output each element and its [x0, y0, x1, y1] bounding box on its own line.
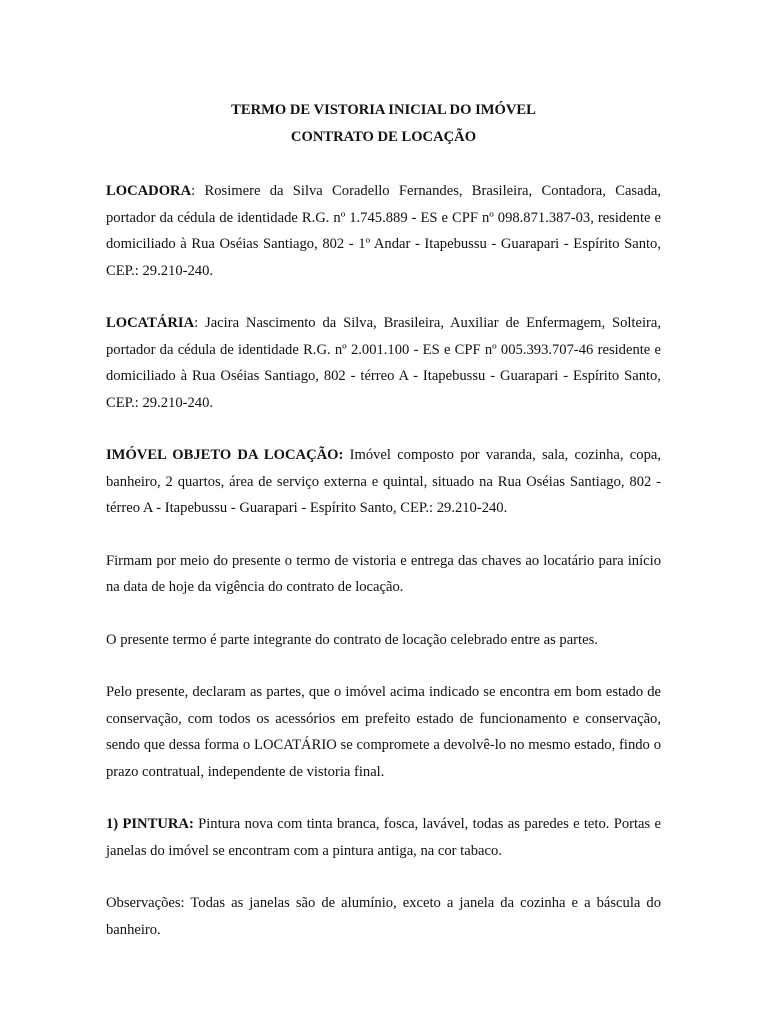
document-title-block	[106, 97, 661, 151]
paragraph-lead: LOCATÁRIA	[106, 315, 195, 331]
paragraph-declaracao	[106, 679, 661, 785]
paragraph-text: Pelo presente, declaram as partes, que o imóvel acima indicado se encontra em bom estado de conservação, com todos os acessórios em prefeito estado de funcionamento e conservação, sendo que dessa forma o LOCATÁRIO se compromete a devolvê-lo no mesmo estado, findo o prazo contratual, independente de vistoria final.	[106, 684, 661, 780]
paragraph-text: : Jacira Nascimento da Silva, Brasileira, Auxiliar de Enfermagem, Solteira, portador da cédula de identidade R.G. nº 2.001.100 - ES e CPF nº 005.393.707-46 residente e domiciliado à Rua Oséias Santiago, 802 - térreo A - Itapebussu - Guarapari - Espírito Santo, CEP.: 29.210-240.	[106, 315, 661, 411]
paragraph-firmam	[106, 548, 661, 601]
paragraph-lead: 1) PINTURA:	[106, 816, 194, 832]
paragraph-locadora	[106, 178, 661, 284]
paragraph-text: Imóvel composto por varanda, sala, cozinha, copa, banheiro, 2 quartos, área de serviço externa e quintal, situado na Rua Oséias Santiago, 802 - térreo A - Itapebussu - Guarapari - Espírito Santo, CEP.: 29.210-240.	[106, 447, 661, 516]
paragraph-pintura	[106, 811, 661, 864]
paragraph-locataria	[106, 310, 661, 416]
document-subtitle: CONTRATO DE LOCAÇÃO	[290, 129, 477, 145]
paragraph-text: Pintura nova com tinta branca, fosca, lavável, todas as paredes e teto. Portas e janelas do imóvel se encontram com a pintura antiga, na cor tabaco.	[106, 816, 661, 859]
paragraph-lead: LOCADORA	[106, 183, 192, 199]
paragraph-termo-integrante	[106, 627, 661, 654]
document-title: TERMO DE VISTORIA INICIAL DO IMÓVEL	[231, 102, 536, 118]
paragraph-imovel	[106, 442, 661, 522]
paragraph-text: : Rosimere da Silva Coradello Fernandes, Brasileira, Contadora, Casada, portador da cédula de identidade R.G. nº 1.745.889 - ES e CPF nº 098.871.387-03, residente e domiciliado à Rua Oséias Santiago, 802 - 1º Andar - Itapebussu - Guarapari - Espírito Santo, CEP.: 29.210-240.	[106, 183, 661, 279]
paragraph-text: O presente termo é parte integrante do contrato de locação celebrado entre as partes.	[106, 631, 598, 648]
paragraph-lead: IMÓVEL OBJETO DA LOCAÇÃO:	[106, 447, 344, 463]
paragraph-observacoes	[106, 890, 661, 943]
paragraph-text: Observações: Todas as janelas são de alumínio, exceto a janela da cozinha e a báscula do banheiro.	[106, 895, 661, 938]
paragraph-text: Firmam por meio do presente o termo de vistoria e entrega das chaves ao locatário para início na data de hoje da vigência do contrato de locação.	[106, 552, 661, 595]
document-body	[106, 97, 661, 969]
